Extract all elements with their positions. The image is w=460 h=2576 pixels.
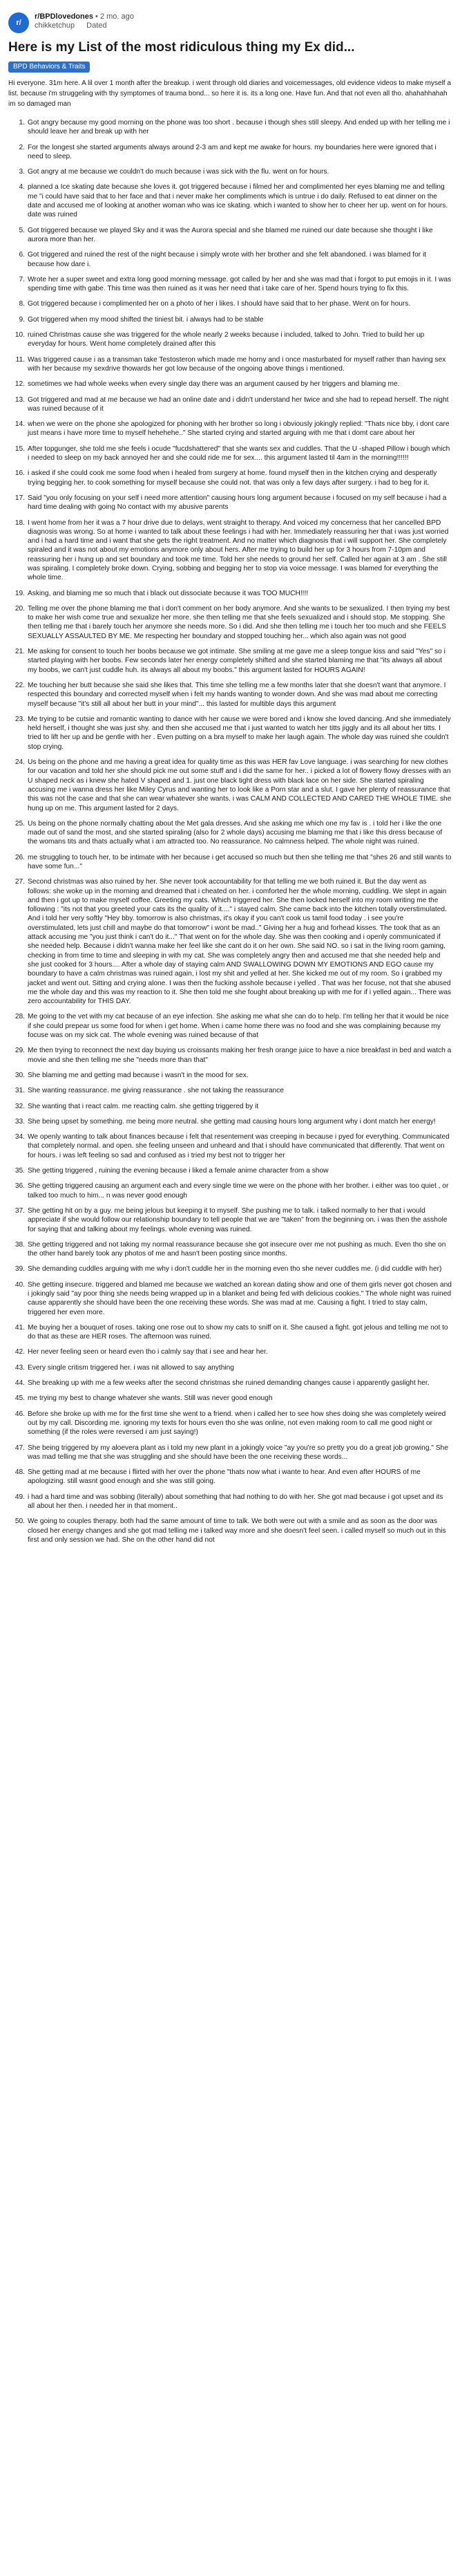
list-item [0,494,452,512]
list-item [0,1264,452,1273]
list-item-text: Us being on the phone and me having a great idea for quality time as this was HER fav Love language. i was searching for new clothes for our vacation and told her she should pick me out some stuff and i did the same for her.. i picked a lot of flowery flowy dresses with an U shaped neck as i knew she hated V shaped and 1. just one black tight dress with black lace on her side. She started spiraling accusing me i wanna dress her like Miley Cyrus and wanting her to look like a Porn star and a slut. I gave her plenty of reassurance that this was not the case and that she can wear whatever she wants. i was CALM AND COLLECTED AND CARED THE WHOLE TIME. she hung up on me. This argument lasted for 2 days. [28,758,452,812]
list-item-text: I went home from her it was a 7 hour drive due to delays, went straight to therapy. And voiced my concerness that her cancelled BPD diagnosis was wrong. So at home i wanted to talk about these feelings i had with her. Immediately reassuring her that i was just worried and i had a hard time and i want that she gets the right treatment. And no matter which diagnosis that i will support her. She completely spiraled and it was not about my emotions anymore only about hers. After me trying to build her up for 3 hours from 7-10pm and reassuring her i hung up and set boundary and took me time. Told her she needs to ground her self. Called her again at 3 am . She still was spiraling. I completely broke down. Crying, sobbing and begging her to stop via voice message. I was blamed for everything the whole time. [28,519,449,582]
list-item [0,1468,452,1486]
list-item [0,183,452,219]
list-item-number: 43. [15,1363,25,1372]
list-item [0,1493,452,1511]
list-item [0,1206,452,1234]
list-item-number: 35. [15,1167,25,1175]
list-item-number: 27. [15,878,25,886]
list-item-text: Before she broke up with me for the first time she went to a friend. when i called her to see how shes doing she was completely weired out by my call. Discording me. ignoring my texts for hours even tho she was online, not even making room to call me good night or something (if the roles were reversed i am just saying!) [28,1410,446,1437]
list-item-number: 19. [15,589,25,597]
list-item-text: i had a hard time and was sobbing (literally) about something that had nothing to do with her. She got mad because i got upset and its all about her then. i needed her in that moment.. [28,1493,443,1511]
list-item [0,853,452,872]
list-item-number: 41. [15,1323,25,1332]
list-item [0,380,452,389]
list-item-number: 16. [15,469,25,478]
list-item-text: when we were on the phone she apologized for phoning with her brother so long i obviously jokingly replied: "Thats nice bby, i dont care just means i have more time to myself hehehehe.." She started crying and started arguing with me that i domt care about her [28,420,450,438]
grievance-list [0,118,460,1544]
post-meta [35,12,134,30]
list-item-text: She getting triggered and not taking my normal reassurance because she got insecure over me not pushing as much. Even tho she on the other hand barely took any photos of me and hasn't been posting since months. [28,1240,446,1258]
list-item [0,143,452,162]
post-intro: Hi everyone. 31m here. A lil over 1 month after the breakup. i went through old diaries and voicemessages, old evidence videos to make myself a list. because i'm struggeling with thy symptomes of trauma bond... so here it is. its a long one. Have fun. And that not even all tho. ahahahhahah im so damaged man [8,80,451,108]
list-item [0,1347,452,1356]
list-item-number: 5. [19,226,25,234]
list-item [0,877,452,1006]
list-item-number: 13. [15,395,25,404]
list-item-number: 9. [19,315,25,324]
list-item [0,1394,452,1403]
list-item [0,299,452,308]
list-item [0,519,452,583]
list-item [0,604,452,641]
list-item-text: She demanding cuddles arguing with me why i don't cuddle her in the morning even tho she never cuddles me. (i did cuddle with her) [28,1265,442,1273]
list-item-text: Me touching her butt because she said she likes that. This time she telling me a few months later that she doesn't want that anymore. I respected this boundary and corrected myself when i felt my hands wanting to wonder down. And she was mad about me correcting myself because "it's still all about her butt in your mind"... this lasted for multible days this argument [28,681,446,708]
list-item-text: Said "you only focusing on your self i need more attention" causing hours long argument because i focused on my self because i had a hard time dealing with going No contact with my abusive parents [28,494,447,512]
list-item-text: Me going to the vet with my cat because of an eye infection. She asking me what she can do to help. I'm telling her that it would be nice if she could prepear us some food for when i get home. When i came home there was no food and she was complaining because my focuse was on my sick cat. The whole evening was ruined because of that [28,1013,449,1040]
list-item-text: sometimes we had whole weeks when every single day there was an argument caused by her triggers and blaming me. [28,380,400,389]
list-item-number: 17. [15,494,25,502]
list-item [0,118,452,137]
list-item [0,1132,452,1160]
list-item [0,315,452,324]
list-item [0,167,452,176]
list-item-number: 15. [15,445,25,453]
post-title[interactable]: Here is my List of the most ridiculous thing my Ex did... [8,40,355,55]
list-item-number: 36. [15,1182,25,1191]
list-item-number: 12. [15,380,25,389]
list-item-text: She blaming me and getting mad because i wasn't in the mood for sex. [28,1071,249,1079]
list-item [0,445,452,463]
list-item-text: ruined Christmas cause she was triggered for the whole nearly 2 weeks because i included, talked to John. Tried to build her up everyday for hours. Went home completely drained after this [28,331,425,348]
list-item-number: 40. [15,1280,25,1289]
list-item [0,355,452,374]
list-item-text: Was triggered cause i as a transman take Testosteron which made me horny and i once masturbated for myself rather than having sex with her because my sexdrive thowards her got low because of the ongoing above things i mentioned. [28,355,446,373]
list-item-text: Got triggered and mad at me because we had an online date and i didn't understand her twice and she had to repead herself. The night was ruined because of it [28,395,449,413]
list-item-number: 32. [15,1102,25,1110]
list-item-text: She being triggered by my aloevera plant as i told my new plant in a jokingly voice "ay you're so pretty you do a great job growing." She was mad telling me that she was struggling and she should have been the one receiving these words... [28,1444,448,1461]
list-item-number: 10. [15,331,25,339]
list-item-text: She getting insecure. triggered and blamed me because we watched an korean dating show and one of them girls never got chosen and i jokingly said "ay poor thing she needs being wrapped up in a blanket and being fed with delicious cookies." The whole night was ruined cause apparently she should have been the one receiving these words. She was mad at me. Causing a fight. I tried to stay calm, triggered her even more. [28,1280,452,1316]
list-item-text: Got triggered because i complimented her on a photo of her i likes. I should have said that to her phase. Went on for hours. [28,300,411,308]
list-item-text: Got angry because my good morning on the phone was too short . because i though shes still sleepy. And ended up with her telling me i should leave her and break up with her [28,119,450,136]
list-item-text: Me then trying to reconnect the next day buying us croissants making her fresh orange juice to have a nice breakfast in bed and watch a movie and she then telling me she "needs more than that" [28,1047,452,1064]
list-item [0,275,452,294]
list-item-text: Me asking for consent to touch her boobs because we got intimate. She smiling at me gave me a sleep tongue kiss and said "Yes" so i started playing with her boobs. Few seconds later her energy completely shifted and she started blaming me that "its always all about my boobs, we can't just cuddle huh. its always all about my boobs." this argument lasted for HOURS AGAIN! [28,648,445,674]
list-item-text: Asking, and blaming me so much that i black out dissociate because it was TOO MUCH!!!! [28,589,309,597]
list-item-text: She getting triggered , ruining the evening because i liked a female anime character from a show [28,1167,329,1175]
list-item-number: 7. [19,275,25,283]
list-item-number: 45. [15,1394,25,1403]
list-item-text: For the longest she started arguments always around 2-3 am and kept me awake for hours. my boundaries here were ignored that i need to sleep. [28,143,437,160]
list-item-number: 18. [15,519,25,527]
list-item-number: 21. [15,648,25,656]
list-item [0,226,452,245]
list-item [0,1363,452,1372]
list-item-number: 26. [15,853,25,861]
list-item-number: 37. [15,1206,25,1215]
list-item-number: 28. [15,1013,25,1021]
subreddit-link[interactable]: r/BPDlovedones [35,12,93,21]
list-item [0,1182,452,1200]
list-item-text: Me trying to be cutsie and romantic wanting to dance with her cause we were bored and i know she loved dancing. And she immediately held herself, i thought she was just shy. and then she accused me that i just wanted to watch her titts jiggly and its all about her titts. I tried to lift her up and be gentle with her . Even putting on a bra myself to make her laugh again. The whole day was ruined she couldn't stop crying. [28,715,451,751]
list-item-text: She getting triggered causing an argument each and every single time we were on the phone with her brother. i either was too quiet , or talked too much to him... n was never good enough [28,1182,449,1200]
list-item [0,1280,452,1317]
list-item-text: Me buying her a bouquet of roses. taking one rose out to show my cats to sniff on it. She caused a fight. got jelous and telling me not to do that as these are HER roses. The afternoon was ruined. [28,1323,448,1341]
list-item [0,250,452,269]
list-item-number: 34. [15,1133,25,1141]
username-link[interactable]: chikketchup [35,21,75,30]
list-item-number: 22. [15,681,25,689]
list-item [0,589,452,598]
list-item [0,1086,452,1095]
list-item-text: Second christmas was also ruined by her. She never took accountability for that telling me we both ruined it. But the day went as follows: she woke up in the morning and dreamed that i cheated on her. i comforted her the whole morning, cuddling. We slept in again and then i got up to make myself coffee. Greeting my cats. Which triggered her. She then locked herself into my room writing me the following : "its not that you greeted your cats its the quality of it...." i stayed calm. She came back into the kitchen totally overstimulated. And i told her very softly "Hey bby. tomorrow is also christmas, it's okay if you can't cook us tamil food today . i see you're overstimulated, lets just chill and maybe do that tomorrow" i wont be mad.." Giving her a hug and forhead kisses. The took that as an attack accusing me "you just think i can't do it..." That went on for the whole day. She was then cooking and i openly communicated if she needed help. Because i didn't wanna make her feel like she cant do it on her own. She said NO. so i sat in the living room gaming, checking in from time to time and sleeping in with my cat. She was completely angry then and accused me that she needed help and she just cooked for 3 hours.... After a whole day of staying calm AND SWALLOWING DOWN MY EMOTIONS AND EGO cause my boundary to have a calm christmas was ruined again, i lost my shit and yelled at her. She kicked me out of my room. So i grabbed my jacket and went out. Sitting and crying alone. I was then the fucking asshole because i yelled . That was her focuse, not that she abused me the whole day and this was my reaction to it. She then told me she fought about breaking up with me for if i yelled again... There was zero accountability for THIS DAY. [28,878,452,1006]
list-item [0,1012,452,1040]
list-item-text: Got triggered and ruined the rest of the night because i simply wrote with her brother and she felt abandoned. i was blamed for it because how dare i. [28,251,427,268]
list-item-text: Got triggered when my mood shifted the tiniest bit. i always had to be stable [28,315,264,324]
meta-separator: • [95,12,100,21]
list-item-number: 14. [15,420,25,429]
list-item-text: She getting hit on by a guy. me being jelous but keeping it to myself. She pushing me to talk. i talked normally to her that i would appreciate if she would follow our relationship boundary to tell people that we are "taken" from the beginning on. i was then the asshole for saying that and talking about my feelings. whole evening was ruined. [28,1206,448,1233]
list-item-number: 20. [15,604,25,613]
list-item [0,1517,452,1544]
list-item-number: 38. [15,1240,25,1249]
list-item-number: 2. [19,143,25,151]
post-flair[interactable]: BPD Behaviors & Traits [8,62,90,73]
list-item-text: She wanting reassurance. me giving reassurance . she not taking the reassurance [28,1087,284,1095]
list-item [0,1071,452,1080]
list-item-text: Telling me over the phone blaming me that i don't comment on her body anymore. And she wants to be sexualized. I then trying my best to make her wish come true and sexualize her more. she then telling me that she feels sexualized and i should stop. Me stopping. She then telling me that i barely touch her anymore she needs more. So i did. And she then telling me i touch her too much and she FEELS SEXUALLY ASSAULTED BY ME. Me respecting her boundary and stopped touching her... which also again was not good [28,604,450,640]
list-item-number: 30. [15,1071,25,1079]
list-item [0,1379,452,1388]
subreddit-avatar[interactable]: r/ [8,12,29,33]
list-item [0,1323,452,1342]
list-item-text: Got angry at me because we couldn't do much because i was sick with the flu. went on for hours. [28,168,329,176]
list-item-number: 23. [15,715,25,723]
list-item-text: She wanting that i react calm. me reacting calm. she getting triggered by it [28,1102,259,1110]
list-item-number: 49. [15,1493,25,1501]
list-item-text: Her never feeling seen or heard even tho i calmly say that i see and hear her. [28,1348,268,1356]
list-item-text: After topgunger, she told me she feels i ocude "fucdshattered" that she wants sex and cuddles. That the U -shaped Pillow i bough which i needed to sleep on my back annoyed her and she could ride me for sex.... this argument lasted til 4am in the morning!!!!!! [28,445,450,463]
list-item-number: 31. [15,1087,25,1095]
list-item [0,758,452,813]
list-item-number: 42. [15,1348,25,1356]
list-item-text: me struggling to touch her, to be intimate with her because i get accused so much but then she telling me that "shes 26 and still wants to have some fun..." [28,853,452,870]
list-item-number: 39. [15,1265,25,1273]
list-item-text: Got triggered because we played Sky and it was the Aurora special and she blamed me ruined our date because she thought i like aurora more than her. [28,226,433,243]
list-item [0,681,452,709]
list-item [0,1102,452,1111]
list-item-number: 4. [19,183,25,192]
list-item [0,420,452,438]
list-item-number: 11. [15,355,25,364]
list-item [0,395,452,414]
list-item-number: 48. [15,1468,25,1477]
list-item-text: planned a Ice skating date because she loves it. got triggered because i filmed her and complimented her eyes blaming me and telling me "i could have said that to her face and that i never make her compliments which is untrue i do daily. Refused to eat dinner on the date and accused me of looking at another woman who was ice skating. which i wanted to show her to cheer her up. went on for hours. date was ruined [28,183,448,219]
list-item-text: i asked if she could cook me some food when i healed from surgery at home. found myself then in the kitchen crying and desperatly trying begging her. to cook something for myself because she could not. that was only a few days after surgery. i had to beg for it. [28,469,437,487]
list-item-number: 8. [19,300,25,308]
list-item-number: 25. [15,819,25,828]
list-item-text: We openly wanting to talk about finances because i felt that resentement was creeping in because i pyed for everything. Communicated that completely normal. and open. she feeling unseen and unheard and that i should have communicated that differently. That went on for hours. i was left feeling so sad and confused as i tried my best not to trigger her [28,1133,450,1159]
list-item-text: She being upset by something. me being more neutral. she getting mad causing hours long argument why i dont match her energy! [28,1117,436,1126]
list-item [0,819,452,847]
list-item [0,1240,452,1259]
list-item-number: 24. [15,758,25,767]
list-item-number: 47. [15,1444,25,1452]
list-item [0,1410,452,1437]
list-item-number: 3. [19,168,25,176]
list-item-text: me trying my best to change whatever she wants. Still was never good enough [28,1394,273,1403]
list-item [0,715,452,752]
list-item [0,1117,452,1126]
list-item-number: 44. [15,1379,25,1388]
list-item-number: 29. [15,1047,25,1055]
list-item [0,647,452,675]
list-item-text: We going to couples therapy. both had the same amount of time to talk. We both were out with a smile and as soon as the door was closed her energy changes and she got mad telling me i talked way more and she doesn't feel seen. i called myself so much out in this first and only session we had. She on the other hand did not [28,1518,446,1544]
list-item-text: Wrote her a super sweet and extra long good morning message. got called by her and she was mad that i forgot to put emojis in it. I was spending time with gabe. This time was then ruined as it was her need that i take care of her. Spend hours trying to fix this. [28,275,452,293]
list-item-number: 1. [19,119,25,127]
post-header [0,0,460,33]
list-item [0,1046,452,1065]
list-item-text: Every single critism triggered her. i was nit allowed to say anything [28,1363,234,1372]
dated-label: Dated [86,21,107,30]
post-time: 2 mo. ago [99,12,134,21]
list-item-number: 46. [15,1410,25,1418]
list-item-text: She getting mad at me because i flirted with her over the phone "thats now what i wante to hear. And even after HOURS of me apologizing. still wasnt good enough and she was still going. [28,1468,421,1486]
list-item-number: 33. [15,1117,25,1126]
list-item-text: Us being on the phone normally chatting about the Met gala dresses. And she asking me which one my fav is . i told her i like the one made out of sand the most, and she started spiraling (also for 2 whole days) accusing me blaming me that i like this dress because of the womans tits and thats actually what i am attracted too. No reassurance. No calmness helped. The whole night was ruined. [28,819,443,846]
list-item [0,1166,452,1175]
list-item-number: 6. [19,251,25,259]
list-item [0,469,452,487]
list-item [0,1444,452,1462]
list-item [0,330,452,349]
list-item-text: She breaking up with me a few weeks after the second christmas she ruined demanding changes cause i apparently gaslight her. [28,1379,430,1388]
list-item-number: 50. [15,1518,25,1526]
